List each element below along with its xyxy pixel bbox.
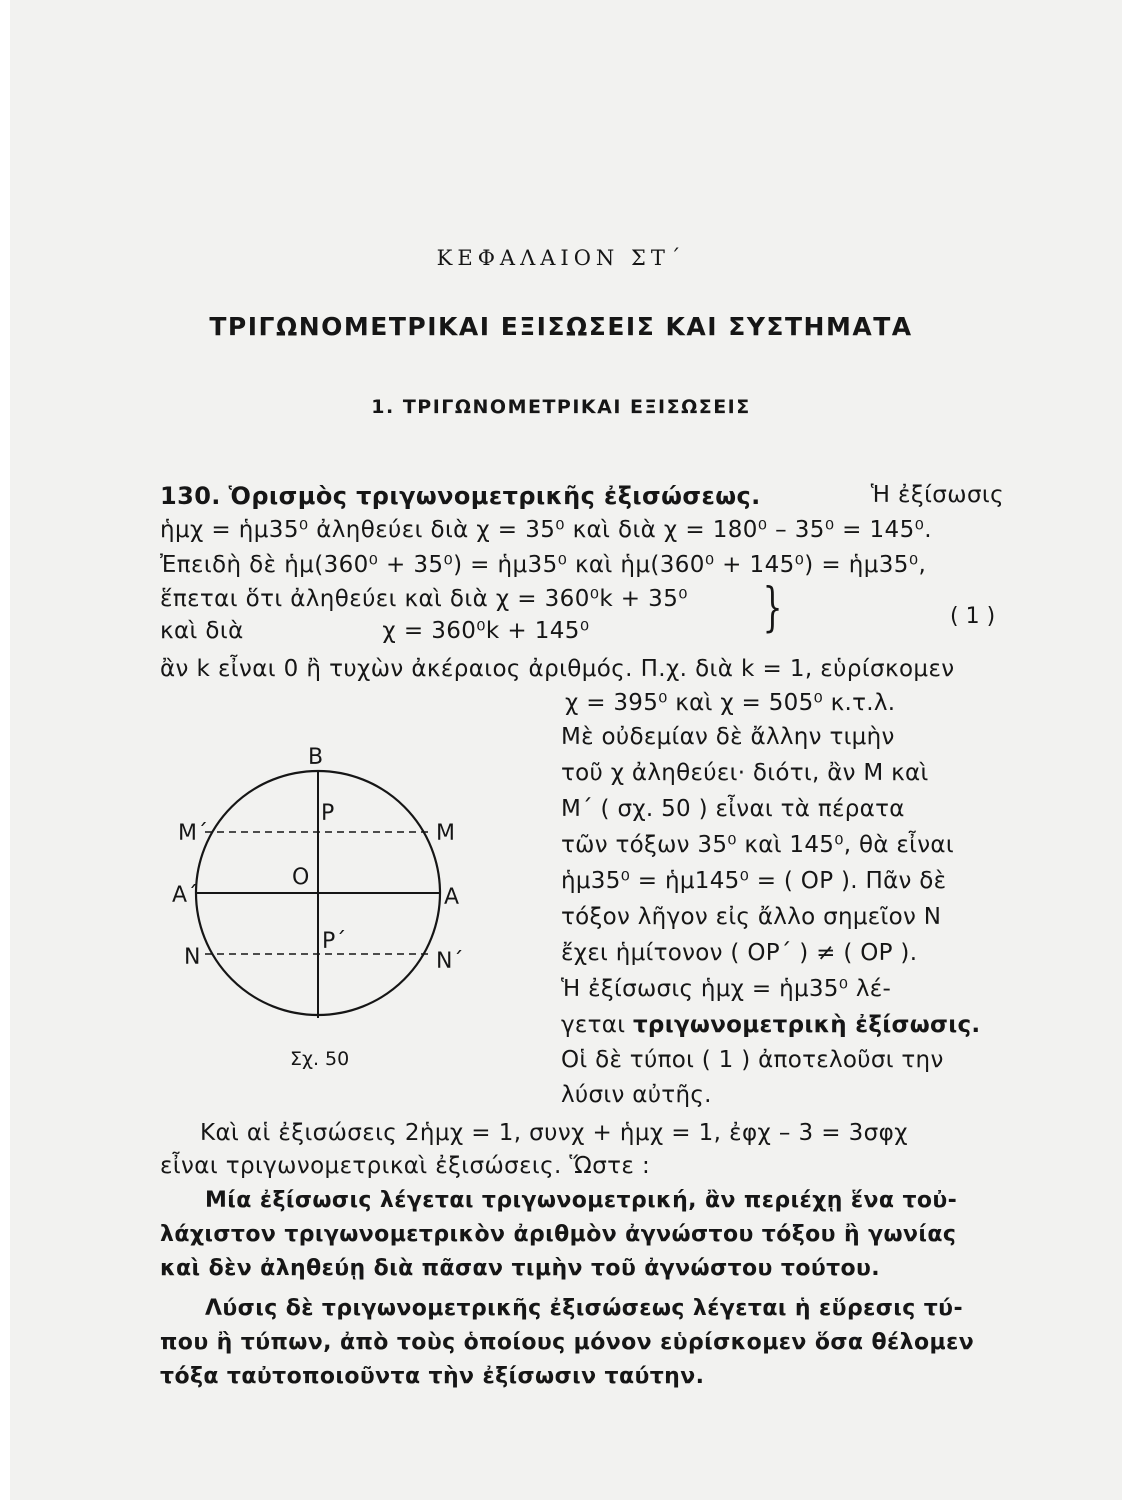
paragraph-line-5: καὶ διὰ χ = 360⁰k + 145⁰ — [160, 618, 590, 644]
label-m: Μ — [436, 821, 455, 846]
label-p-prime: Ρ΄ — [322, 929, 347, 954]
definition-line: που ἢ τύπων, ἀπὸ τοὺς ὁποίους μόνον εὑρίσκομεν ὅσα θέλομεν — [160, 1330, 975, 1355]
right-column-line-9 — [561, 1012, 980, 1038]
label-a-prime: Α΄ — [172, 883, 199, 908]
paragraph-line-7: χ = 395⁰ καὶ χ = 505⁰ κ.τ.λ. — [565, 690, 896, 716]
paragraph-line-6: ἂν k εἶναι 0 ἢ τυχὼν ἀκέραιος ἀριθμός. Π.χ. διὰ k = 1, εὑρίσκομεν — [160, 656, 955, 682]
right-column-line: ἔχει ἡμίτονον ( ΟΡ΄ ) ≠ ( ΟΡ ). — [561, 940, 918, 966]
examples-line-2: εἶναι τριγωνομετρικαὶ ἐξισώσεις. Ὥστε : — [160, 1153, 651, 1179]
right-column-line: ἡμ35⁰ = ἡμ145⁰ = ( ΟΡ ). Πᾶν δὲ — [561, 868, 947, 894]
paragraph-130-heading-line — [160, 482, 1004, 510]
section-heading: 1. ΤΡΙΓΩΝΟΜΕΤΡΙΚΑΙ ΕΞΙΣΩΣΕΙΣ — [371, 396, 751, 418]
label-n-prime: Ν΄ — [436, 949, 464, 974]
chapter-heading: ΚΕΦΑΛΑΙΟΝ ΣΤ΄ — [436, 246, 686, 270]
examples-line-1: Καὶ αἱ ἐξισώσεις 2ἡμχ = 1, συνχ + ἡμχ = 1, ἐφχ – 3 = 3σφχ — [200, 1120, 908, 1146]
right-column-line: τῶν τόξων 35⁰ καὶ 145⁰, θὰ εἶναι — [561, 832, 954, 858]
definition-line: Μία ἐξίσωσις λέγεται τριγωνομετρική, ἂν περιέχῃ ἕνα τοὐ- — [205, 1188, 958, 1213]
paragraph-number: 130. — [160, 482, 221, 510]
right-column-line-10: Οἱ δὲ τύποι ( 1 ) ἀποτελοῦσι την — [561, 1047, 944, 1073]
brace-symbol: } — [762, 578, 783, 638]
right-column-line: Μ΄ ( σχ. 50 ) εἶναι τὰ πέρατα — [561, 796, 905, 822]
right-column-line-9-text: γεται — [561, 1012, 633, 1038]
paragraph-line-4: ἕπεται ὅτι ἀληθεύει καὶ διὰ χ = 360⁰k + 35⁰ — [160, 586, 688, 612]
right-column-line-11: λύσιν αὐτῆς. — [561, 1082, 712, 1108]
definition-line: καὶ δὲν ἀληθεύῃ διὰ πᾶσαν τιμὴν τοῦ ἀγνώστου τούτου. — [160, 1256, 881, 1281]
right-column-line: Μὲ οὐδεμίαν δὲ ἄλλην τιμὴν — [561, 724, 895, 750]
right-column-line: τόξον λῆγον εἰς ἄλλο σημεῖον Ν — [561, 904, 942, 930]
label-n: Ν — [184, 945, 201, 970]
label-m-prime: Μ΄ — [178, 821, 208, 846]
right-column-line: τοῦ χ ἀληθεύει· διότι, ἂν Μ καὶ — [561, 760, 929, 786]
page-title: ΤΡΙΓΩΝΟΜΕΤΡΙΚΑΙ ΕΞΙΣΩΣΕΙΣ ΚΑΙ ΣΥΣΤΗΜΑΤΑ — [209, 312, 913, 341]
page-edge — [0, 0, 10, 1500]
unit-circle-figure — [160, 740, 464, 1040]
label-b: Β — [308, 745, 324, 770]
definition-line: Λύσις δὲ τριγωνομετρικῆς ἐξισώσεως λέγεται ἡ εὕρεσις τύ- — [205, 1296, 963, 1321]
paragraph-line-2: ἡμχ = ἡμ35⁰ ἀληθεύει διὰ χ = 35⁰ καὶ διὰ χ = 180⁰ – 35⁰ = 145⁰. — [160, 517, 932, 543]
definition-line: τόξα ταὐτοποιοῦντα τὴν ἐξίσωσιν ταύτην. — [160, 1364, 705, 1389]
paragraph-heading-rest: Ἡ ἐξίσωσις — [870, 482, 1004, 508]
label-a: Α — [444, 885, 460, 910]
label-o: Ο — [292, 865, 310, 890]
paragraph-heading: Ὁρισμὸς τριγωνομετρικῆς ἐξισώσεως. — [228, 482, 761, 510]
right-column-term: τριγωνομετρικὴ ἐξίσωσις. — [632, 1012, 981, 1038]
right-column-line: Ἡ ἐξίσωσις ἡμχ = ἡμ35⁰ λέ- — [561, 976, 892, 1002]
label-p: Ρ — [321, 801, 335, 826]
equation-label: ( 1 ) — [950, 604, 996, 629]
paragraph-line-3: Ἐπειδὴ δὲ ἡμ(360⁰ + 35⁰) = ἡμ35⁰ καὶ ἡμ(360⁰ + 145⁰) = ἡμ35⁰, — [160, 552, 927, 578]
figure-caption: Σχ. 50 — [290, 1048, 350, 1070]
definition-line: λάχιστον τριγωνομετρικὸν ἀριθμὸν ἀγνώστου τόξου ἢ γωνίας — [160, 1222, 957, 1247]
